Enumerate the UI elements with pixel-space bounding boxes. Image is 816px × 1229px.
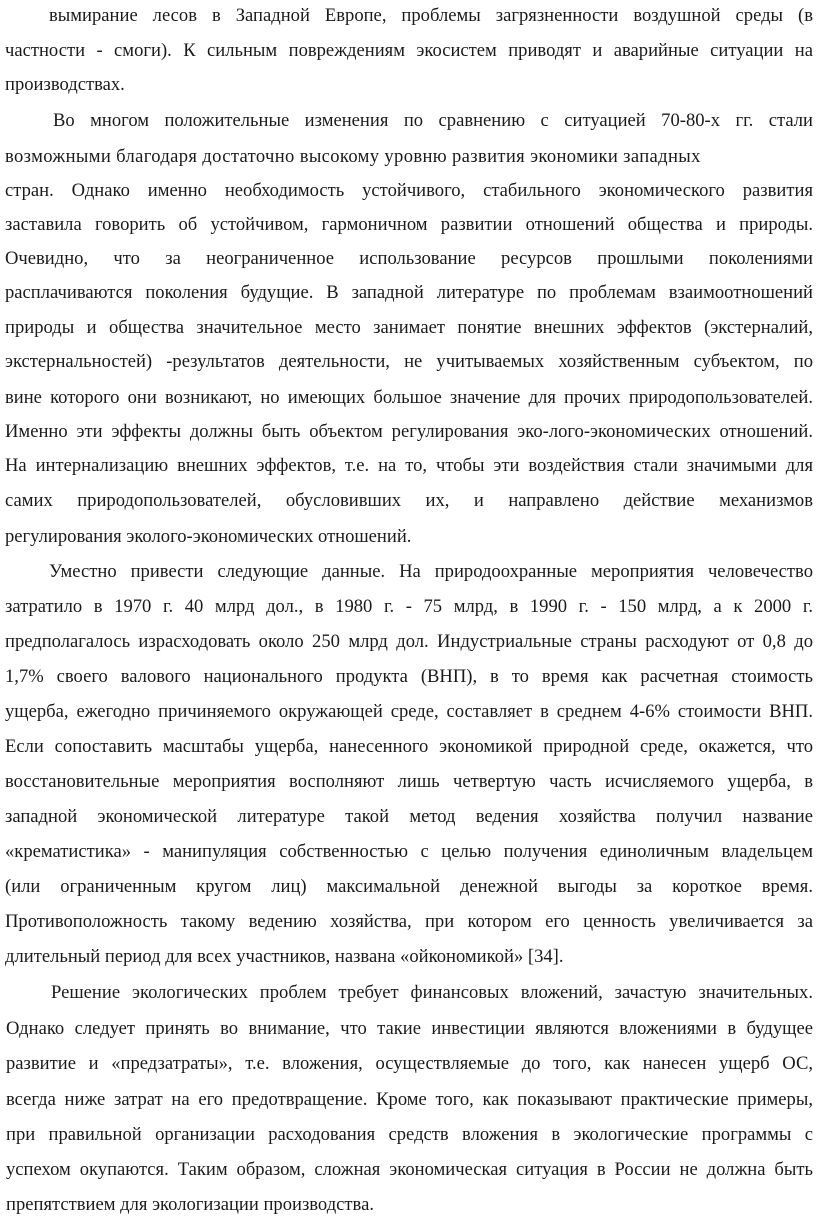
text-line: успехом окупаются. Таким образом, сложная экономическая ситуация в России не должна быть xyxy=(6,1161,813,1180)
text-line: расплачиваются поколения будущие. В западной литературе по проблемам взаимоотношений xyxy=(5,284,813,303)
text-line: регулирования эколого-экономических отношений. xyxy=(5,528,412,547)
text-line: ущерба, ежегодно причиняемого окружающей среде, составляет в среднем 4-6% стоимости ВНП. xyxy=(5,703,813,722)
text-line: длительный период для всех участников, названа «ойкономикой» [34]. xyxy=(5,948,564,967)
text-line: вымирание лесов в Западной Европе, проблемы загрязненности воздушной среды (в xyxy=(49,7,813,26)
text-line: самих природопользователей, обусловивших их, и направлено действие механизмов xyxy=(5,492,813,511)
text-line: Именно эти эффекты должны быть объектом регулирования эко-лого-экономических отношений. xyxy=(5,423,813,442)
text-line: Однако следует принять во внимание, что такие инвестиции являются вложениями в будущее xyxy=(6,1020,813,1039)
text-line: Очевидно, что за неограниченное использование ресурсов прошлыми поколениями xyxy=(5,250,813,269)
text-line: восстановительные мероприятия восполняют лишь четвертую часть исчисляемого ущерба, в xyxy=(5,773,813,792)
text-line: возможными благодаря достаточно высокому уровню развития экономики западных xyxy=(5,148,701,167)
text-line: «крематистика» - манипуляция собственностью с целью получения единоличным владельцем xyxy=(5,843,813,862)
text-line: предполагалось израсходовать около 250 млрд дол. Индустриальные страны расходуют от 0,8 до xyxy=(5,633,813,652)
text-line: затратило в 1970 г. 40 млрд дол., в 1980 г. - 75 млрд, в 1990 г. - 150 млрд, а к 2000 г. xyxy=(5,598,813,617)
text-line: природы и общества значительное место занимает понятие внешних эффектов (экстерналий, xyxy=(5,319,813,338)
text-line: Во многом положительные изменения по сравнению с ситуацией 70-80-х гг. стали xyxy=(53,112,813,131)
text-line: стран. Однако именно необходимость устойчивого, стабильного экономического развития xyxy=(5,182,813,201)
text-line: Если сопоставить масштабы ущерба, нанесенного экономикой природной среде, окажется, что xyxy=(5,738,813,757)
text-line: частности - смоги). К сильным повреждениям экосистем приводят и аварийные ситуации на xyxy=(5,42,813,61)
text-line: 1,7% своего валового национального продукта (ВНП), в то время как расчетная стоимость xyxy=(5,668,813,687)
text-line: заставила говорить об устойчивом, гармоничном развитии отношений общества и природы. xyxy=(5,216,813,235)
text-line: при правильной организации расходования средств вложения в экологические программы с xyxy=(6,1126,813,1145)
text-line: Решение экологических проблем требует финансовых вложений, зачастую значительных. xyxy=(51,984,813,1003)
text-line: Противоположность такому ведению хозяйства, при котором его ценность увеличивается за xyxy=(5,913,813,932)
text-line: развитие и «предзатраты», т.е. вложения, осуществляемые до того, как нанесен ущерб ОС, xyxy=(6,1055,813,1074)
text-line: Уместно привести следующие данные. На природоохранные мероприятия человечество xyxy=(49,563,813,582)
text-line: вине которого они возникают, но имеющих большое значение для прочих природопользователей. xyxy=(5,389,813,408)
text-line: препятствием для экологизации производства. xyxy=(6,1196,374,1215)
text-line: экстернальностей) -результатов деятельности, не учитываемых хозяйственным субъектом, по xyxy=(5,353,813,372)
text-line: всегда ниже затрат на его предотвращение. Кроме того, как показывают практические примеры, xyxy=(6,1091,813,1110)
text-line: западной экономической литературе такой метод ведения хозяйства получил название xyxy=(5,808,813,827)
text-line: (или ограниченным кругом лиц) максимальной денежной выгоды за короткое время. xyxy=(5,878,813,897)
text-line: На интернализацию внешних эффектов, т.е. на то, чтобы эти воздействия стали значимыми для xyxy=(5,457,813,476)
text-line: производствах. xyxy=(5,76,125,95)
